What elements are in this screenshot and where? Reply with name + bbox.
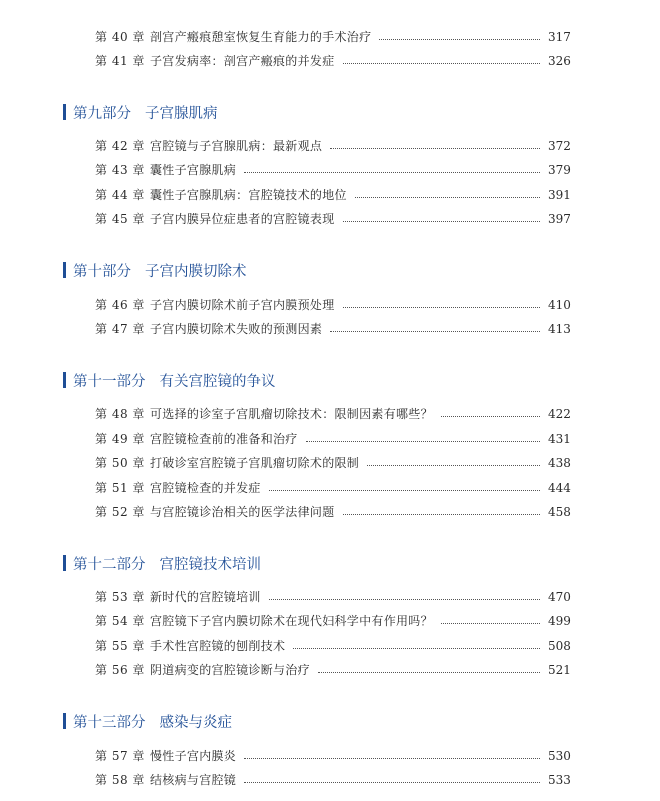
chapter-title: 子宫内膜异位症患者的宫腔镜表现 [150, 212, 335, 226]
toc-entry[interactable] [95, 636, 571, 656]
chapter-title: 打破诊室宫腔镜子宫肌瘤切除术的限制 [150, 456, 360, 470]
chapter-title: 新时代的宫腔镜培训 [150, 590, 261, 604]
chapter-number: 第 40 章 [95, 30, 145, 44]
chapter-title: 宫腔镜检查的并发症 [150, 481, 261, 495]
dot-leader [244, 781, 540, 783]
part-heading [63, 552, 261, 574]
toc-entry[interactable] [95, 453, 571, 473]
part-marker-bar [63, 372, 66, 388]
chapter-title: 与宫腔镜诊治相关的医学法律问题 [150, 505, 335, 519]
dot-leader [367, 464, 540, 466]
dot-leader [343, 220, 540, 222]
toc-entry[interactable] [95, 319, 571, 339]
chapter-number: 第 57 章 [95, 749, 145, 763]
page-number: 438 [548, 456, 571, 470]
chapter-number: 第 45 章 [95, 212, 145, 226]
toc-entry[interactable] [95, 160, 571, 180]
part-heading [63, 369, 276, 391]
chapter-number: 第 55 章 [95, 639, 145, 653]
chapter-title: 可选择的诊室子宫肌瘤切除技术：限制因素有哪些？ [150, 407, 433, 421]
dot-leader [318, 671, 540, 673]
page-number: 379 [548, 163, 571, 177]
page-number: 326 [548, 54, 571, 68]
part-marker-bar [63, 262, 66, 278]
page-number: 372 [548, 139, 571, 153]
dot-leader [330, 147, 540, 149]
chapter-number: 第 48 章 [95, 407, 145, 421]
toc-entry[interactable] [95, 404, 571, 424]
part-title: 子宫内膜切除术 [145, 263, 247, 280]
dot-leader [306, 440, 540, 442]
chapter-number: 第 54 章 [95, 614, 145, 628]
part-title: 宫腔镜技术培训 [159, 556, 261, 573]
toc-entry[interactable] [95, 185, 571, 205]
toc-entry[interactable] [95, 295, 571, 315]
chapter-title: 剖宫产瘢痕憩室恢复生育能力的手术治疗 [150, 30, 372, 44]
dot-leader [269, 489, 540, 491]
part-label: 第十一部分 [73, 373, 146, 390]
chapter-title: 慢性子宫内膜炎 [150, 749, 237, 763]
toc-entry[interactable] [95, 770, 571, 790]
dot-leader [441, 415, 540, 417]
toc-entry[interactable] [95, 611, 571, 631]
page-number: 470 [548, 590, 571, 604]
chapter-title: 宫腔镜下子宫内膜切除术在现代妇科学中有作用吗？ [150, 614, 433, 628]
toc-entry[interactable] [95, 660, 571, 680]
dot-leader [379, 38, 540, 40]
page-number: 508 [548, 639, 571, 653]
chapter-number: 第 44 章 [95, 188, 145, 202]
part-label: 第十部分 [73, 263, 131, 280]
page-number: 458 [548, 505, 571, 519]
toc-entry[interactable] [95, 502, 571, 522]
page-number: 397 [548, 212, 571, 226]
dot-leader [441, 622, 540, 624]
dot-leader [343, 62, 540, 64]
chapter-title: 宫腔镜与子宫腺肌病：最新观点 [150, 139, 323, 153]
chapter-number: 第 53 章 [95, 590, 145, 604]
page-number: 533 [548, 773, 571, 787]
part-marker-bar [63, 555, 66, 571]
chapter-number: 第 51 章 [95, 481, 145, 495]
chapter-number: 第 43 章 [95, 163, 145, 177]
chapter-title: 囊性子宫腺肌病：宫腔镜技术的地位 [150, 188, 347, 202]
chapter-title: 子宫发病率：剖宫产瘢痕的并发症 [150, 54, 335, 68]
part-label: 第十二部分 [73, 556, 146, 573]
toc-entry[interactable] [95, 587, 571, 607]
chapter-title: 手术性宫腔镜的刨削技术 [150, 639, 286, 653]
dot-leader [355, 196, 540, 198]
dot-leader [244, 171, 540, 173]
chapter-number: 第 42 章 [95, 139, 145, 153]
chapter-title: 阴道病变的宫腔镜诊断与治疗 [150, 663, 310, 677]
dot-leader [293, 647, 540, 649]
part-marker-bar [63, 713, 66, 729]
chapter-number: 第 50 章 [95, 456, 145, 470]
chapter-number: 第 49 章 [95, 432, 145, 446]
page-number: 391 [548, 188, 571, 202]
toc-entry[interactable] [95, 209, 571, 229]
toc-entry[interactable] [95, 51, 571, 71]
dot-leader [343, 306, 540, 308]
dot-leader [343, 513, 540, 515]
part-label: 第十三部分 [73, 714, 146, 731]
dot-leader [244, 757, 540, 759]
chapter-number: 第 41 章 [95, 54, 145, 68]
toc-entry[interactable] [95, 746, 571, 766]
toc-entry[interactable] [95, 429, 571, 449]
page-number: 499 [548, 614, 571, 628]
toc-entry[interactable] [95, 27, 571, 47]
chapter-number: 第 56 章 [95, 663, 145, 677]
toc-entry[interactable] [95, 136, 571, 156]
part-title: 有关宫腔镜的争议 [159, 373, 276, 390]
page-number: 521 [548, 663, 571, 677]
page-number: 410 [548, 298, 571, 312]
page-number: 317 [548, 30, 571, 44]
dot-leader [269, 598, 540, 600]
part-marker-bar [63, 104, 66, 120]
chapter-number: 第 46 章 [95, 298, 145, 312]
part-title: 子宫腺肌病 [145, 105, 218, 122]
chapter-number: 第 58 章 [95, 773, 145, 787]
part-heading [63, 259, 247, 281]
page-number: 413 [548, 322, 571, 336]
chapter-title: 子宫内膜切除术失败的预测因素 [150, 322, 323, 336]
part-title: 感染与炎症 [159, 714, 232, 731]
part-label: 第九部分 [73, 105, 131, 122]
page-number: 431 [548, 432, 571, 446]
chapter-number: 第 47 章 [95, 322, 145, 336]
chapter-title: 宫腔镜检查前的准备和治疗 [150, 432, 298, 446]
page-number: 444 [548, 481, 571, 495]
part-heading [63, 710, 232, 732]
dot-leader [330, 330, 540, 332]
chapter-title: 囊性子宫腺肌病 [150, 163, 237, 177]
page-number: 422 [548, 407, 571, 421]
part-heading [63, 101, 218, 123]
chapter-number: 第 52 章 [95, 505, 145, 519]
chapter-title: 子宫内膜切除术前子宫内膜预处理 [150, 298, 335, 312]
toc-entry[interactable] [95, 478, 571, 498]
page-number: 530 [548, 749, 571, 763]
chapter-title: 结核病与宫腔镜 [150, 773, 237, 787]
